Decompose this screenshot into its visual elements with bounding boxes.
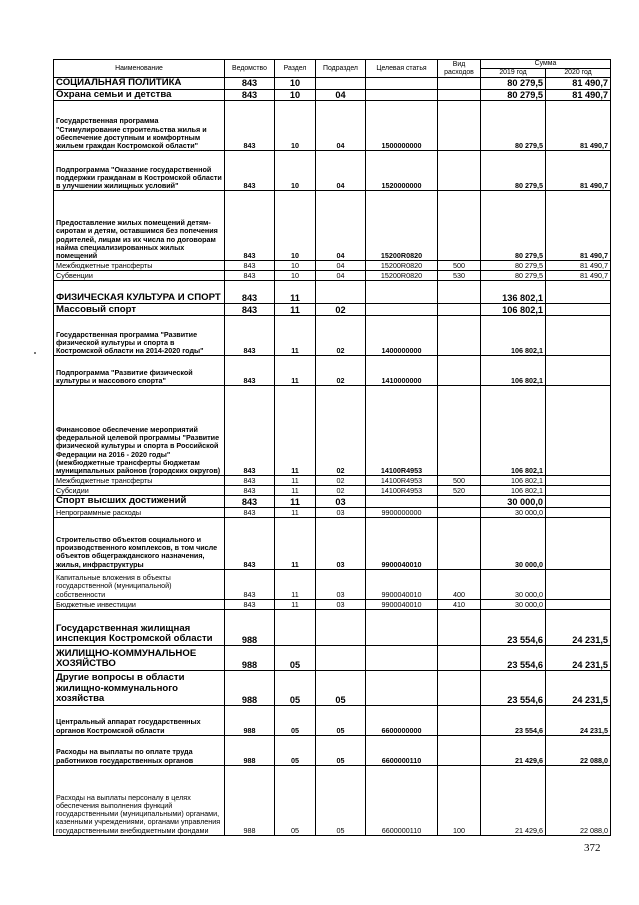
table-row bbox=[54, 670, 611, 705]
cell-name: Непрограммные расходы bbox=[54, 507, 225, 517]
scan-speck bbox=[34, 352, 36, 354]
cell-2020 bbox=[546, 569, 611, 599]
cell-exp-type: 530 bbox=[438, 271, 481, 281]
cell-subsection: 04 bbox=[316, 191, 366, 261]
cell-exp-type: 100 bbox=[438, 765, 481, 835]
cell-2019: 30 000,0 bbox=[481, 496, 546, 508]
cell-section: 11 bbox=[275, 281, 316, 304]
cell-2019: 23 554,6 bbox=[481, 645, 546, 670]
table-row bbox=[54, 101, 611, 151]
cell-2019: 106 802,1 bbox=[481, 476, 546, 486]
cell-dept: 988 bbox=[225, 609, 275, 645]
cell-name: Предоставление жилых помещений детям-сиротам и детям, оставшимся без попечения родителей, лицам из их числа по договорам найма специализированных жилых помещений bbox=[54, 191, 225, 261]
cell-subsection bbox=[316, 281, 366, 304]
cell-target: 15200R0820 bbox=[366, 271, 438, 281]
cell-2020 bbox=[546, 476, 611, 486]
cell-section: 10 bbox=[275, 151, 316, 191]
cell-name: Субвенции bbox=[54, 271, 225, 281]
cell-name: Расходы на выплаты персоналу в целях обеспечения выполнения функций государственными (муниципальными) органами, казенными учреждениями, органами управления государственными внебюджетными фондами bbox=[54, 765, 225, 835]
cell-section: 10 bbox=[275, 78, 316, 90]
cell-subsection: 04 bbox=[316, 151, 366, 191]
cell-section: 10 bbox=[275, 271, 316, 281]
cell-subsection: 05 bbox=[316, 765, 366, 835]
cell-target: 9900040010 bbox=[366, 569, 438, 599]
cell-dept: 843 bbox=[225, 356, 275, 386]
cell-section: 11 bbox=[275, 386, 316, 476]
cell-section: 11 bbox=[275, 496, 316, 508]
cell-dept: 843 bbox=[225, 486, 275, 496]
cell-target bbox=[366, 670, 438, 705]
cell-name: Расходы на выплаты по оплате труда работников государственных органов bbox=[54, 735, 225, 765]
cell-2019: 80 279,5 bbox=[481, 151, 546, 191]
cell-subsection: 02 bbox=[316, 476, 366, 486]
cell-subsection bbox=[316, 78, 366, 90]
cell-subsection: 04 bbox=[316, 101, 366, 151]
cell-name: ЖИЛИЩНО-КОММУНАЛЬНОЕ ХОЗЯЙСТВО bbox=[54, 645, 225, 670]
cell-dept: 988 bbox=[225, 765, 275, 835]
cell-section: 11 bbox=[275, 569, 316, 599]
table-row bbox=[54, 599, 611, 609]
cell-exp-type bbox=[438, 356, 481, 386]
budget-table bbox=[53, 59, 611, 836]
cell-name: Межбюджетные трансферты bbox=[54, 476, 225, 486]
cell-dept: 843 bbox=[225, 89, 275, 101]
cell-subsection: 05 bbox=[316, 670, 366, 705]
cell-2020: 24 231,5 bbox=[546, 705, 611, 735]
cell-2019: 30 000,0 bbox=[481, 569, 546, 599]
cell-2020: 24 231,5 bbox=[546, 670, 611, 705]
cell-target: 9900000000 bbox=[366, 507, 438, 517]
cell-dept: 843 bbox=[225, 496, 275, 508]
cell-2020: 81 490,7 bbox=[546, 101, 611, 151]
cell-section: 11 bbox=[275, 507, 316, 517]
cell-name: Государственная программа "Развитие физической культуры и спорта в Костромской области на 2014-2020 годы" bbox=[54, 316, 225, 356]
table-body bbox=[54, 78, 611, 836]
cell-section: 05 bbox=[275, 735, 316, 765]
cell-dept: 843 bbox=[225, 78, 275, 90]
cell-subsection: 02 bbox=[316, 316, 366, 356]
cell-section: 05 bbox=[275, 670, 316, 705]
cell-subsection: 04 bbox=[316, 89, 366, 101]
cell-name: Подпрограмма "Развитие физической культуры и массового спорта" bbox=[54, 356, 225, 386]
cell-subsection bbox=[316, 609, 366, 645]
cell-dept: 843 bbox=[225, 386, 275, 476]
cell-exp-type bbox=[438, 670, 481, 705]
table-row bbox=[54, 486, 611, 496]
cell-2020 bbox=[546, 507, 611, 517]
cell-2020 bbox=[546, 599, 611, 609]
cell-exp-type: 400 bbox=[438, 569, 481, 599]
cell-name: Центральный аппарат государственных органов Костромской области bbox=[54, 705, 225, 735]
table-row bbox=[54, 705, 611, 735]
cell-2020: 24 231,5 bbox=[546, 645, 611, 670]
cell-section: 11 bbox=[275, 356, 316, 386]
cell-target bbox=[366, 304, 438, 316]
cell-subsection: 03 bbox=[316, 599, 366, 609]
cell-name: Субсидии bbox=[54, 486, 225, 496]
cell-target: 1520000000 bbox=[366, 151, 438, 191]
cell-target: 15200R0820 bbox=[366, 191, 438, 261]
cell-exp-type bbox=[438, 78, 481, 90]
cell-2019: 21 429,6 bbox=[481, 735, 546, 765]
cell-target: 6600000110 bbox=[366, 765, 438, 835]
cell-name: ФИЗИЧЕСКАЯ КУЛЬТУРА И СПОРТ bbox=[54, 281, 225, 304]
cell-2019: 80 279,5 bbox=[481, 271, 546, 281]
cell-name: Строительство объектов социального и производственного комплексов, в том числе объектов общегражданского назначения, жилья, инфраструктуры bbox=[54, 517, 225, 569]
cell-target: 14100R4953 bbox=[366, 486, 438, 496]
cell-exp-type bbox=[438, 645, 481, 670]
cell-2019: 23 554,6 bbox=[481, 609, 546, 645]
cell-target: 1410000000 bbox=[366, 356, 438, 386]
cell-target bbox=[366, 609, 438, 645]
cell-2020: 81 490,7 bbox=[546, 89, 611, 101]
cell-section: 11 bbox=[275, 599, 316, 609]
cell-subsection: 02 bbox=[316, 356, 366, 386]
cell-exp-type bbox=[438, 517, 481, 569]
cell-2019: 21 429,6 bbox=[481, 765, 546, 835]
cell-2019: 80 279,5 bbox=[481, 89, 546, 101]
header-sum: Сумма bbox=[481, 60, 611, 69]
cell-dept: 843 bbox=[225, 599, 275, 609]
cell-target: 14100R4953 bbox=[366, 476, 438, 486]
cell-section: 10 bbox=[275, 261, 316, 271]
table-row bbox=[54, 735, 611, 765]
cell-target bbox=[366, 281, 438, 304]
cell-target: 15200R0820 bbox=[366, 261, 438, 271]
header-subsection: Подраздел bbox=[316, 60, 366, 78]
table-row bbox=[54, 386, 611, 476]
header-section: Раздел bbox=[275, 60, 316, 78]
cell-subsection: 03 bbox=[316, 496, 366, 508]
table-row bbox=[54, 609, 611, 645]
cell-dept: 843 bbox=[225, 261, 275, 271]
cell-2019: 106 802,1 bbox=[481, 304, 546, 316]
cell-2020: 81 490,7 bbox=[546, 151, 611, 191]
cell-2019: 30 000,0 bbox=[481, 517, 546, 569]
cell-subsection: 04 bbox=[316, 271, 366, 281]
table-row bbox=[54, 476, 611, 486]
cell-exp-type bbox=[438, 281, 481, 304]
cell-exp-type bbox=[438, 101, 481, 151]
table-row bbox=[54, 765, 611, 835]
cell-2020 bbox=[546, 281, 611, 304]
header-exp-type: Вид расходов bbox=[438, 60, 481, 78]
cell-target: 9900040010 bbox=[366, 517, 438, 569]
cell-2019: 23 554,6 bbox=[481, 670, 546, 705]
cell-section: 11 bbox=[275, 316, 316, 356]
table-row bbox=[54, 645, 611, 670]
cell-section: 05 bbox=[275, 645, 316, 670]
cell-section: 10 bbox=[275, 101, 316, 151]
cell-subsection: 02 bbox=[316, 304, 366, 316]
cell-section: 11 bbox=[275, 517, 316, 569]
cell-section: 05 bbox=[275, 765, 316, 835]
cell-dept: 843 bbox=[225, 151, 275, 191]
cell-2019: 106 802,1 bbox=[481, 486, 546, 496]
cell-exp-type bbox=[438, 507, 481, 517]
cell-exp-type bbox=[438, 151, 481, 191]
cell-2020: 22 088,0 bbox=[546, 765, 611, 835]
cell-subsection: 04 bbox=[316, 261, 366, 271]
header-year-2020: 2020 год bbox=[546, 69, 611, 78]
cell-target: 14100R4953 bbox=[366, 386, 438, 476]
cell-subsection: 03 bbox=[316, 517, 366, 569]
cell-subsection: 05 bbox=[316, 705, 366, 735]
cell-2020 bbox=[546, 496, 611, 508]
cell-exp-type: 500 bbox=[438, 261, 481, 271]
budget-table-container bbox=[53, 59, 610, 836]
header-dept: Ведомство bbox=[225, 60, 275, 78]
cell-2020: 81 490,7 bbox=[546, 271, 611, 281]
cell-dept: 843 bbox=[225, 271, 275, 281]
cell-2019: 23 554,6 bbox=[481, 705, 546, 735]
cell-target: 9900040010 bbox=[366, 599, 438, 609]
cell-dept: 843 bbox=[225, 191, 275, 261]
cell-target: 6600000000 bbox=[366, 705, 438, 735]
cell-subsection: 02 bbox=[316, 386, 366, 476]
cell-2020: 22 088,0 bbox=[546, 735, 611, 765]
cell-exp-type: 410 bbox=[438, 599, 481, 609]
header-name: Наименование bbox=[54, 60, 225, 78]
cell-name: Государственная программа "Стимулирование строительства жилья и обеспечение доступным и комфортным жильем граждан Костромской области" bbox=[54, 101, 225, 151]
cell-name: Бюджетные инвестиции bbox=[54, 599, 225, 609]
cell-dept: 843 bbox=[225, 101, 275, 151]
cell-2019: 80 279,5 bbox=[481, 78, 546, 90]
cell-name: Спорт высших достижений bbox=[54, 496, 225, 508]
cell-exp-type bbox=[438, 386, 481, 476]
cell-exp-type bbox=[438, 304, 481, 316]
cell-name: Государственная жилищная инспекция Костромской области bbox=[54, 609, 225, 645]
cell-2020: 81 490,7 bbox=[546, 78, 611, 90]
cell-dept: 988 bbox=[225, 645, 275, 670]
cell-dept: 988 bbox=[225, 705, 275, 735]
cell-subsection: 03 bbox=[316, 507, 366, 517]
cell-name: Подпрограмма "Оказание государственной поддержки гражданам в Костромской области в улучшении жилищных условий" bbox=[54, 151, 225, 191]
cell-2019: 30 000,0 bbox=[481, 599, 546, 609]
cell-dept: 843 bbox=[225, 569, 275, 599]
cell-name: Охрана семьи и детства bbox=[54, 89, 225, 101]
cell-dept: 988 bbox=[225, 670, 275, 705]
cell-2019: 80 279,5 bbox=[481, 261, 546, 271]
cell-section: 10 bbox=[275, 191, 316, 261]
cell-2020 bbox=[546, 356, 611, 386]
cell-2020: 81 490,7 bbox=[546, 261, 611, 271]
cell-section: 11 bbox=[275, 486, 316, 496]
table-row bbox=[54, 356, 611, 386]
cell-exp-type bbox=[438, 496, 481, 508]
cell-target: 1500000000 bbox=[366, 101, 438, 151]
cell-exp-type bbox=[438, 191, 481, 261]
cell-subsection: 03 bbox=[316, 569, 366, 599]
table-row bbox=[54, 151, 611, 191]
table-row bbox=[54, 281, 611, 304]
table-row bbox=[54, 304, 611, 316]
cell-target bbox=[366, 496, 438, 508]
cell-exp-type bbox=[438, 705, 481, 735]
cell-target bbox=[366, 78, 438, 90]
cell-2020 bbox=[546, 316, 611, 356]
cell-name: Капитальные вложения в объекты государственной (муниципальной) собственности bbox=[54, 569, 225, 599]
cell-name: СОЦИАЛЬНАЯ ПОЛИТИКА bbox=[54, 78, 225, 90]
table-row bbox=[54, 191, 611, 261]
cell-section: 05 bbox=[275, 705, 316, 735]
cell-target bbox=[366, 89, 438, 101]
cell-dept: 843 bbox=[225, 476, 275, 486]
cell-2020 bbox=[546, 386, 611, 476]
table-row bbox=[54, 569, 611, 599]
cell-subsection bbox=[316, 645, 366, 670]
cell-dept: 843 bbox=[225, 507, 275, 517]
cell-dept: 843 bbox=[225, 304, 275, 316]
cell-2020: 81 490,7 bbox=[546, 191, 611, 261]
cell-name: Финансовое обеспечение мероприятий федеральной целевой программы "Развитие физической культуры и спорта в Российской Федерации на 2016 - 2020 годы" (межбюджетные трансферты бюджетам муниципальных районов (городских округов) bbox=[54, 386, 225, 476]
cell-2019: 30 000,0 bbox=[481, 507, 546, 517]
cell-target: 6600000110 bbox=[366, 735, 438, 765]
table-row bbox=[54, 78, 611, 90]
cell-2019: 80 279,5 bbox=[481, 101, 546, 151]
cell-name: Межбюджетные трансферты bbox=[54, 261, 225, 271]
table-row bbox=[54, 271, 611, 281]
cell-2019: 106 802,1 bbox=[481, 386, 546, 476]
cell-section: 11 bbox=[275, 304, 316, 316]
table-row bbox=[54, 316, 611, 356]
cell-2020 bbox=[546, 304, 611, 316]
table-row bbox=[54, 507, 611, 517]
table-row bbox=[54, 496, 611, 508]
cell-section bbox=[275, 609, 316, 645]
cell-exp-type bbox=[438, 89, 481, 101]
cell-name: Другие вопросы в области жилищно-коммунального хозяйства bbox=[54, 670, 225, 705]
page-number: 372 bbox=[584, 842, 601, 854]
cell-section: 10 bbox=[275, 89, 316, 101]
cell-dept: 843 bbox=[225, 316, 275, 356]
cell-dept: 843 bbox=[225, 281, 275, 304]
cell-name: Массовый спорт bbox=[54, 304, 225, 316]
cell-2019: 80 279,5 bbox=[481, 191, 546, 261]
cell-subsection: 05 bbox=[316, 735, 366, 765]
table-row bbox=[54, 517, 611, 569]
cell-2020: 24 231,5 bbox=[546, 609, 611, 645]
cell-2019: 106 802,1 bbox=[481, 316, 546, 356]
cell-section: 11 bbox=[275, 476, 316, 486]
cell-2020 bbox=[546, 486, 611, 496]
cell-subsection: 02 bbox=[316, 486, 366, 496]
cell-target bbox=[366, 645, 438, 670]
cell-exp-type bbox=[438, 609, 481, 645]
cell-dept: 988 bbox=[225, 735, 275, 765]
cell-exp-type: 500 bbox=[438, 476, 481, 486]
table-row bbox=[54, 261, 611, 271]
table-row bbox=[54, 89, 611, 101]
cell-exp-type: 520 bbox=[438, 486, 481, 496]
cell-2019: 136 802,1 bbox=[481, 281, 546, 304]
cell-dept: 843 bbox=[225, 517, 275, 569]
cell-exp-type bbox=[438, 735, 481, 765]
cell-target: 1400000000 bbox=[366, 316, 438, 356]
cell-2020 bbox=[546, 517, 611, 569]
cell-exp-type bbox=[438, 316, 481, 356]
header-target: Целевая статья bbox=[366, 60, 438, 78]
header-year-2019: 2019 год bbox=[481, 69, 546, 78]
cell-2019: 106 802,1 bbox=[481, 356, 546, 386]
